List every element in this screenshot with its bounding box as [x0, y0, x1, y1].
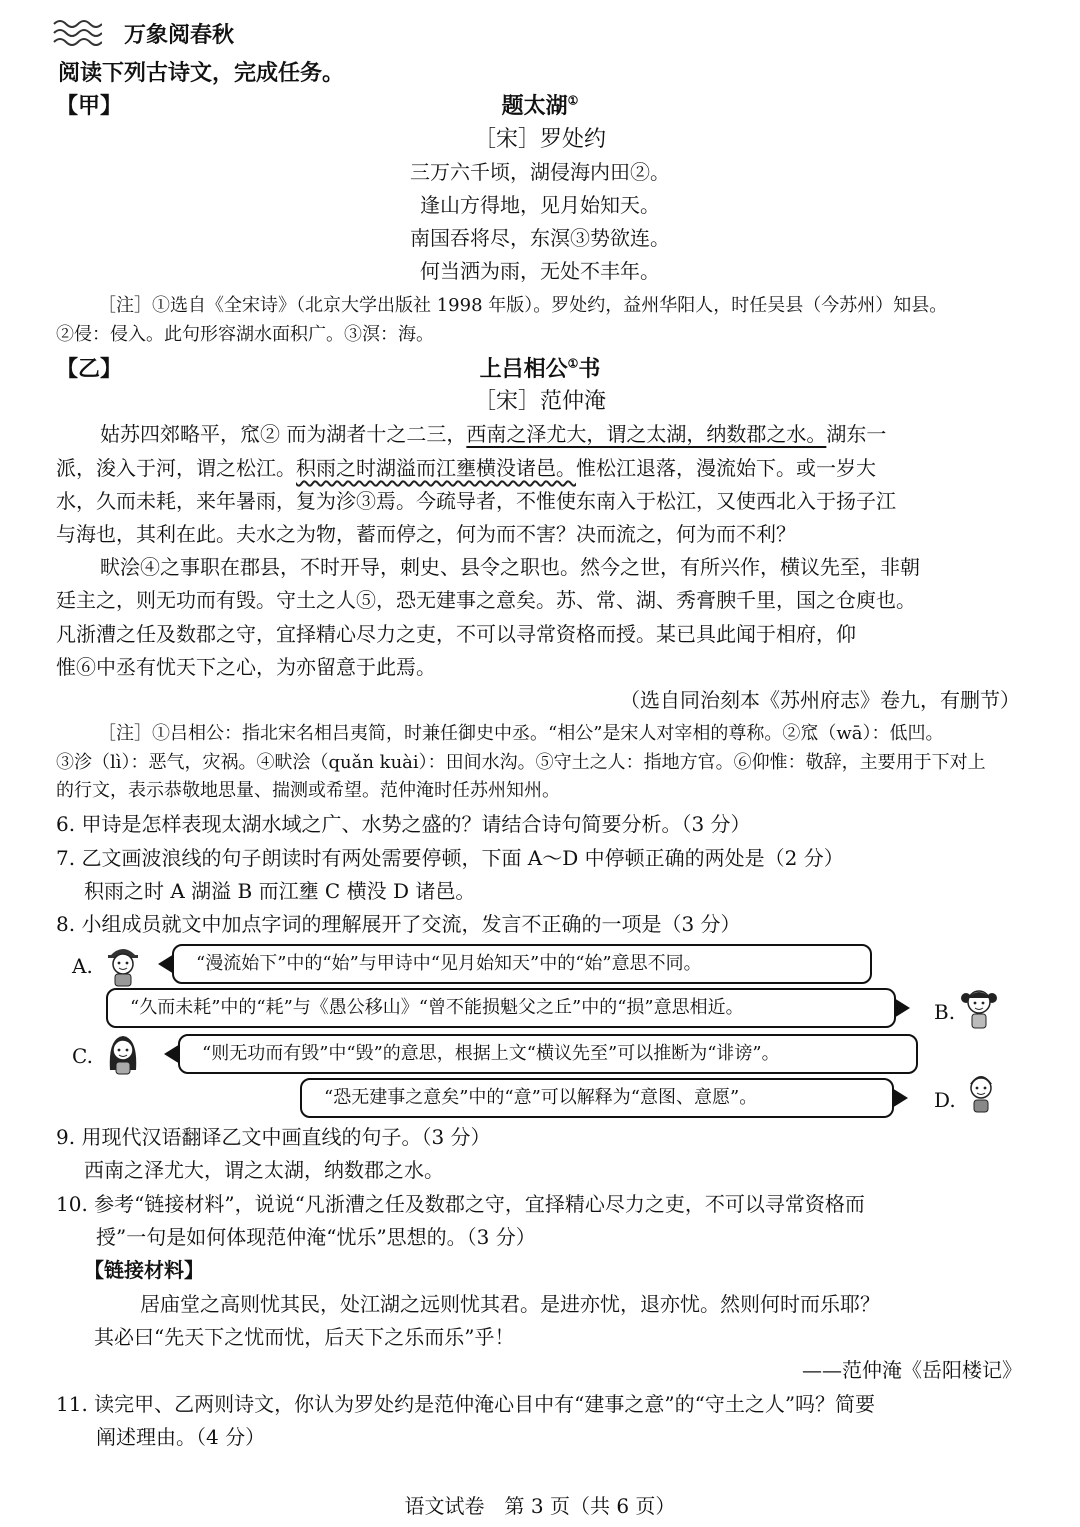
yi-p1-text-a: 姑苏四郊略平，窊② 而为湖者十之二三， — [100, 422, 467, 446]
yi-p2-line-4: 惟⑥中丞有忧天下之心，为亦留意于此焉。 — [56, 655, 436, 679]
question-10-line-2: 授”一句是如何体现范仲淹“忧乐”思想的。（3 分） — [96, 1225, 536, 1249]
straight-underlined-sentence: 西南之泽尤大，谓之太湖，纳数郡之水。 — [466, 422, 827, 446]
question-10-line-1: 10. 参考“链接材料”，说说“凡浙漕之任及数郡之守，宜择精心尽力之吏，不可以寻常资格而 — [56, 1192, 865, 1216]
option-a-bubble — [172, 944, 872, 984]
yi-p1-line-3: 水，久而未耗，来年暑雨，复为沴③焉。今疏导者，不惟使东南入于松江，又使西北入于扬子江 — [56, 489, 896, 513]
option-a-text: “漫流始下”中的“始”与甲诗中“见月始知天”中的“始”意思不同。 — [196, 953, 702, 974]
bubble-tail — [164, 1044, 180, 1064]
yi-p1-text-b: 湖东一 — [826, 422, 887, 446]
yi-p1-text-d: 惟松江退落，漫流始下。或一岁大 — [576, 456, 876, 480]
yi-p1-text-c: 派，浚入于河，谓之松江。 — [56, 456, 296, 480]
option-b-text: “久而未耗”中的“耗”与《愚公移山》“曾不能损魁父之丘”中的“损”意思相近。 — [130, 997, 744, 1018]
question-7: 7. 乙文画波浪线的句子朗读时有两处需要停顿，下面 A～D 中停顿正确的两处是（2 分） — [56, 846, 844, 870]
option-d-text: “恐无建事之意矣”中的“意”可以解释为“意图、意愿”。 — [324, 1087, 758, 1108]
section-title: 万象阅春秋 — [124, 22, 235, 48]
question-6: 6. 甲诗是怎样表现太湖水域之广、水势之盛的？请结合诗句简要分析。（3 分） — [56, 812, 751, 836]
yi-p1-line-4: 与海也，其利在此。夫水之为物，蓄而停之，何为而不害？决而流之，何为而不利？ — [56, 522, 796, 546]
jia-author: ［宋］罗处约 — [473, 127, 606, 152]
bubble-tail — [892, 1088, 908, 1108]
question-9: 9. 用现代汉语翻译乙文中画直线的句子。（3 分） — [56, 1125, 491, 1149]
option-a-letter: A. — [72, 954, 93, 978]
boy-cap-icon — [104, 942, 142, 988]
girl-long-hair-icon — [104, 1030, 142, 1076]
girl-pigtails-icon — [960, 984, 998, 1030]
jia-line-4: 何当洒为雨，无处不丰年。 — [420, 259, 660, 283]
link-material-line-1: 居庙堂之高则忧其民，处江湖之远则忧其君。是进亦忧，退亦忧。然则何时而乐耶？ — [140, 1292, 880, 1316]
instruction: 阅读下列古诗文，完成任务。 — [58, 60, 345, 86]
yi-p1-line-1 — [100, 418, 886, 447]
yi-title-suffix: 书 — [578, 356, 601, 382]
option-c-bubble — [178, 1034, 918, 1074]
option-c-letter: C. — [72, 1044, 93, 1068]
yi-p2-line-1: 畎浍④之事职在郡县，不时开导，刺史、县令之职也。然今之世，有所兴作，横议先至，非朝 — [100, 555, 920, 579]
jia-line-3: 南国吞将尽，东溟③势欲连。 — [410, 226, 670, 250]
yi-source: （选自同治刻本《苏州府志》卷九，有删节） — [620, 688, 1020, 712]
boy-icon — [962, 1068, 1000, 1114]
option-d-bubble — [300, 1078, 894, 1118]
yi-p1-line-2 — [56, 452, 876, 481]
yi-title-text: 上吕相公 — [479, 356, 568, 382]
question-11-line-2: 阐述理由。（4 分） — [96, 1425, 266, 1449]
yi-p2-line-3: 凡浙漕之任及数郡之守，宜择精心尽力之吏，不可以寻常资格而授。某已具此闻于相府，仰 — [56, 622, 856, 646]
jia-line-1: 三万六千顷，湖侵海内田②。 — [410, 160, 670, 184]
yi-title-note: ① — [567, 356, 579, 371]
jia-title-note: ① — [567, 93, 579, 108]
jia-note-2: ②侵：侵入。此句形容湖水面积广。③溟：海。 — [56, 324, 434, 345]
option-b-bubble — [106, 988, 896, 1028]
question-9-sentence: 西南之泽尤大，谓之太湖，纳数郡之水。 — [84, 1158, 444, 1182]
jia-title-text: 题太湖 — [501, 93, 568, 119]
wave-icon — [52, 18, 102, 46]
wavy-underlined-sentence: 积雨之时湖溢而江壅横没诸邑。 — [296, 456, 576, 480]
page-footer: 语文试卷 第 3 页（共 6 页） — [404, 1494, 676, 1518]
question-7-sentence: 积雨之时 A 湖溢 B 而江壅 C 横没 D 诸邑。 — [84, 879, 476, 903]
jia-line-2: 逢山方得地，见月始知天。 — [420, 193, 660, 217]
bubble-tail — [158, 954, 174, 974]
option-d-letter: D. — [934, 1088, 956, 1112]
yi-p2-line-2: 廷主之，则无功而有毁。守土之人⑤，恐无建事之意矣。苏、常、湖、秀膏腴千里，国之仓庾也。 — [56, 588, 916, 612]
yi-note-3: 的行文，表示恭敬地思量、揣测或希望。范仲淹时任苏州知州。 — [56, 780, 560, 801]
jia-label: 【甲】 — [56, 93, 123, 119]
link-material-source: ——范仲淹《岳阳楼记》 — [802, 1358, 1022, 1382]
option-c-text: “则无功而有毁”中“毁”的意思，根据上文“横议先至”可以推断为“诽谤”。 — [202, 1043, 780, 1064]
link-material-line-2: 其必曰“先天下之忧而忧，后天下之乐而乐”乎！ — [94, 1325, 515, 1349]
jia-title — [0, 89, 1080, 120]
option-b-letter: B. — [934, 1000, 956, 1024]
yi-title — [0, 352, 1080, 383]
jia-note-1: ［注］①选自《全宋诗》（北京大学出版社 1998 年版）。罗处约，益州华阳人，时任吴县（今苏州）知县。 — [98, 295, 948, 316]
link-material-label: 【链接材料】 — [84, 1258, 204, 1282]
question-11-line-1: 11. 读完甲、乙两则诗文，你认为罗处约是范仲淹心目中有“建事之意”的“守土之人”吗？简要 — [56, 1392, 876, 1416]
yi-label: 【乙】 — [56, 356, 123, 382]
bubble-tail — [894, 998, 910, 1018]
question-8: 8. 小组成员就文中加点字词的理解展开了交流，发言不正确的一项是（3 分） — [56, 912, 741, 936]
yi-author: ［宋］范仲淹 — [473, 389, 606, 414]
yi-note-2: ③沴（lì）：恶气，灾祸。④畎浍（quǎn kuài）：田间水沟。⑤守土之人：指地方官。⑥仰惟：敬辞，主要用于下对上 — [56, 752, 986, 773]
yi-note-1: ［注］①吕相公：指北宋名相吕夷简，时兼任御史中丞。“相公”是宋人对宰相的尊称。②窊（wā）：低凹。 — [98, 723, 944, 744]
